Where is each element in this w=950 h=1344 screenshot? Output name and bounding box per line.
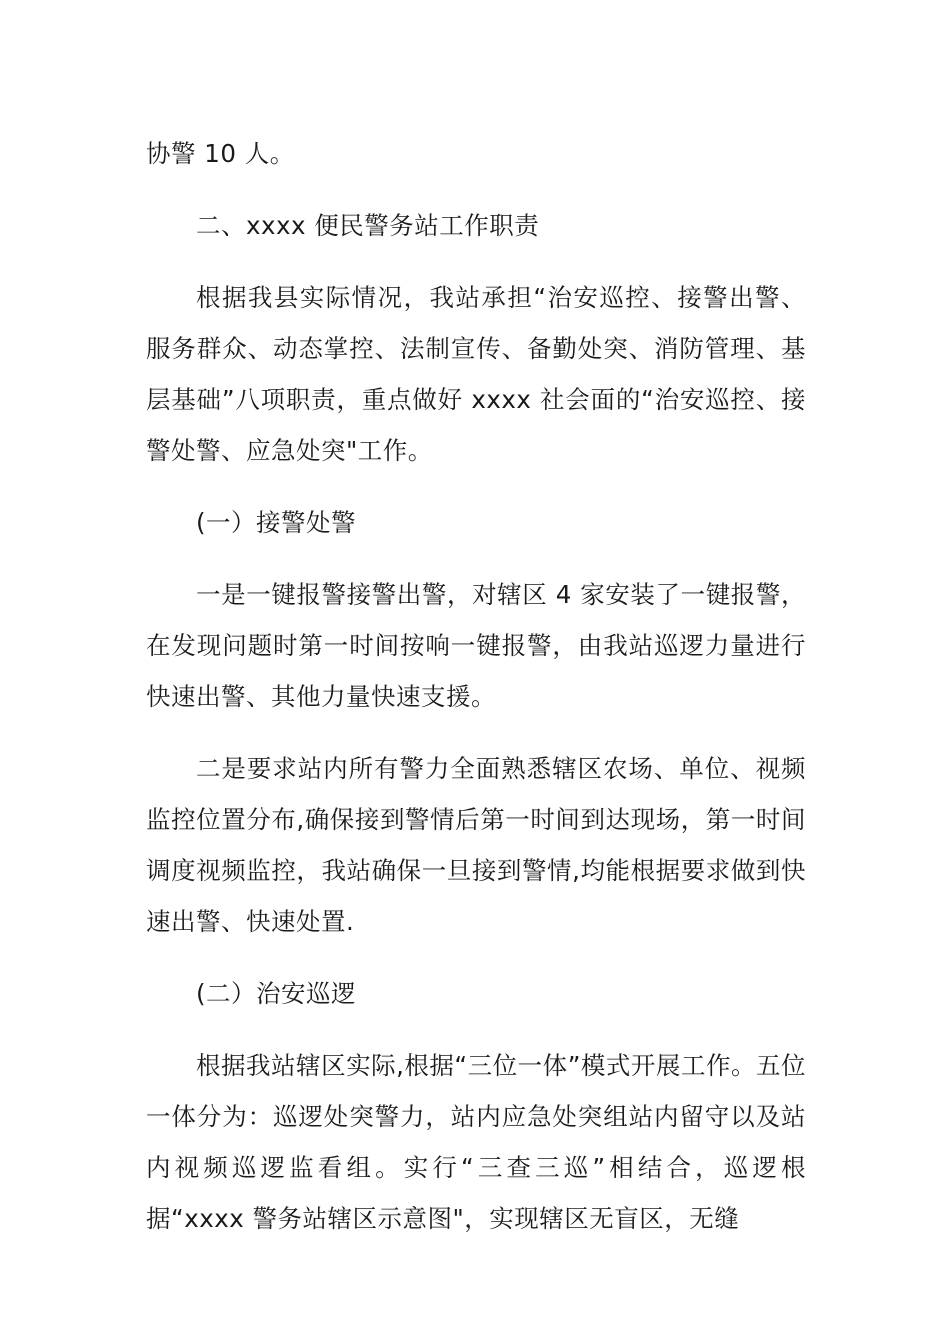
paragraph-patrol-mode: 根据我站辖区实际,根据“三位一体”模式开展工作。五位一体分为：巡逻处突警力，站内应急处突组站内留守以及站内视频巡逻监看组。实行“三查三巡”相结合，巡逻根据“xxxx 警务站辖区示意图"，实现辖区无盲区，无缝	[146, 1051, 806, 1233]
section-heading-duties: 二、xxxx 便民警务站工作职责	[196, 211, 540, 240]
subheading-alarm-response: (一）接警处警	[196, 508, 357, 537]
paragraph-one-key-alarm: 一是一键报警接警出警，对辖区 4 家安装了一键报警，在发现问题时第一时间按响一键报警，由我站巡逻力量进行快速出警、其他力量快速支援。	[146, 580, 806, 711]
document-body	[146, 128, 806, 1265]
paragraph-duties-overview: 根据我县实际情况，我站承担“治安巡控、接警出警、服务群众、动态掌控、法制宣传、备勤处突、消防管理、基层基础”八项职责，重点做好 xxxx 社会面的“治安巡控、接警处警、应急处突"工作。	[146, 283, 806, 465]
paragraph-continuation: 协警 10 人。	[146, 139, 295, 168]
paragraph-police-familiarity: 二是要求站内所有警力全面熟悉辖区农场、单位、视频监控位置分布,确保接到警情后第一时间到达现场，第一时间调度视频监控，我站确保一旦接到警情,均能根据要求做到快速出警、快速处置.	[146, 754, 806, 936]
subheading-public-patrol: (二）治安巡逻	[196, 979, 357, 1008]
